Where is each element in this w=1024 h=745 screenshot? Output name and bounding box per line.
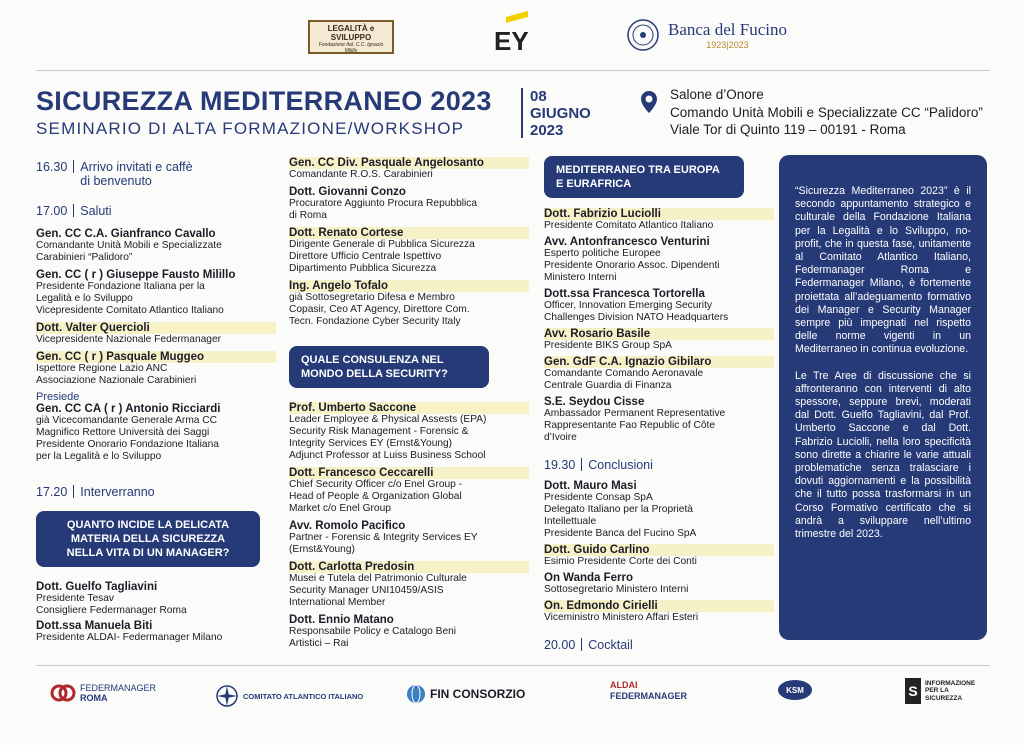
speaker-role: Security Manager UNI10459/ASIS — [289, 585, 444, 596]
federmanager-city: ROMA — [80, 693, 108, 703]
speaker — [289, 561, 529, 609]
speaker-name: Dott. Ennio Matano — [289, 614, 394, 626]
speaker — [36, 269, 276, 317]
speaker-role: Partner - Forensic & Integrity Services EY — [289, 532, 478, 543]
speaker-role: Dipartimento Pubblica Sicurezza — [289, 263, 437, 274]
speaker-role: Ispettore Regione Lazio ANC — [36, 363, 168, 374]
speaker-name: Dott. Francesco Ceccarelli — [289, 467, 529, 479]
pill-line: MEDITERRANEO TRA EUROPA — [556, 164, 720, 176]
speaker-role: Adjunct Professor at Luiss Business School — [289, 450, 486, 461]
speaker-name: Gen. CC ( r ) Pasquale Muggeo — [36, 351, 276, 363]
speaker-role: Procuratore Aggiunto Procura Repubblica — [289, 198, 478, 209]
schedule-time: 19.30 — [544, 458, 576, 472]
pill-line: MONDO DELLA SECURITY? — [301, 368, 448, 380]
speaker-name: Dott. Fabrizio Luciolli — [544, 208, 774, 220]
info-panel — [779, 155, 987, 640]
location-pin-icon — [640, 90, 658, 114]
speaker-role: Security Risk Management - Forensic & — [289, 426, 469, 437]
schedule-item — [36, 160, 276, 188]
page-title: SICUREZZA MEDITERRANEO 2023 — [36, 86, 492, 116]
speaker-role: Tecn. Fondazione Cyber Security Italy — [289, 316, 461, 327]
schedule-item — [36, 485, 276, 499]
fin-consorzio-logo — [406, 684, 525, 704]
schedule-label: Saluti — [80, 204, 112, 218]
speaker — [36, 228, 276, 264]
speaker — [544, 288, 774, 324]
speaker-name: S.E. Seydou Cisse — [544, 396, 645, 408]
panel-paragraph-1: “Sicurezza Mediterraneo 2023” è il secondo appuntamento strategico e culturale della Fondazione Italiana per la Legalità e lo Sviluppo, no-profit, che in questa fase, unitamente al Comitato Atlantico Italiano, Federmanager Roma e Federmanager Milano, è fortemente proiettata all’adeguamento formativo dei Manager e Security Manager sempre più impegnati nel rispetto delle norme vigenti in un Mediterraneo in continua evoluzione. — [795, 185, 971, 356]
speaker — [36, 322, 276, 346]
divider — [73, 485, 74, 498]
speaker-role: Musei e Tutela del Patrimonio Culturale — [289, 573, 467, 584]
speaker-role: Comandante R.O.S. Carabinieri — [289, 169, 433, 180]
speaker-role: Intellettuale — [544, 516, 597, 527]
schedule-label-2: di benvenuto — [80, 174, 152, 188]
legalita-logo-name: LEGALITÀ e SVILUPPO — [327, 24, 375, 42]
divider — [73, 160, 74, 173]
federmanager-name: FEDERMANAGER — [80, 683, 157, 693]
header-rule — [36, 70, 990, 71]
speaker-role: Associazione Nazionale Carabinieri — [36, 375, 197, 386]
ksm-badge — [778, 680, 812, 700]
s-badge-icon: S — [905, 678, 921, 704]
speaker-role: Presidente Comitato Atlantico Italiano — [544, 220, 714, 231]
speaker-role: d’Ivoire — [544, 432, 577, 443]
speaker-role: Leader Employee & Physical Assests (EPA) — [289, 414, 487, 425]
column-3 — [544, 156, 774, 652]
federmanager-roma-logo — [50, 680, 156, 706]
speaker-name: Avv. Rosario Basile — [544, 328, 774, 340]
speaker-role: Ambassador Permanent Representative — [544, 408, 726, 419]
speaker-name: Dott. Guido Carlino — [544, 544, 774, 556]
speaker-name: Prof. Umberto Saccone — [289, 402, 529, 414]
speaker — [544, 600, 774, 624]
globe-icon — [406, 684, 426, 704]
speaker-role: Chief Security Officer c/o Enel Group - — [289, 479, 463, 490]
schedule-time: 16.30 — [36, 160, 68, 174]
speaker — [289, 467, 529, 515]
speaker — [544, 480, 774, 540]
speaker-role: Presidente BIKS Group SpA — [544, 340, 672, 351]
speaker-role: Delegato Italiano per la Proprietà — [544, 504, 693, 515]
speaker-role: Market c/o Enel Group — [289, 503, 391, 514]
speaker-role: Head of People & Organization Global — [289, 491, 462, 502]
divider — [73, 204, 74, 217]
speaker-name: Gen. CC CA ( r ) Antonio Ricciardi — [36, 403, 221, 415]
speaker-name: Dott. Guelfo Tagliavini — [36, 581, 158, 593]
speaker-role: Comandante Unità Mobili e Specializzate — [36, 240, 222, 251]
informazione-sicurezza-logo — [905, 678, 975, 704]
speaker-role: Esperto politiche Europee — [544, 248, 661, 259]
speaker-name: Gen. CC C.A. Gianfranco Cavallo — [36, 228, 216, 240]
speaker-role: Presidente Consap SpA — [544, 492, 653, 503]
speaker — [36, 620, 276, 644]
info-line: PER LA — [925, 687, 949, 695]
speaker-role: Copasir, Ceo AT Agency, Direttore Com. — [289, 304, 470, 315]
speaker-role: Presidente Fondazione Italiana per la — [36, 281, 205, 292]
venue-line1: Salone d’Onore — [670, 87, 764, 102]
ey-logo-bar — [506, 11, 528, 23]
info-line: INFORMAZIONE — [925, 679, 976, 687]
footer-rule — [36, 665, 990, 666]
schedule-time: 17.00 — [36, 204, 68, 218]
speaker-name: Dott. Mauro Masi — [544, 480, 637, 492]
schedule-item — [36, 204, 276, 218]
speaker-role: Magnifico Rettore Università dei Saggi — [36, 427, 210, 438]
speaker — [36, 351, 276, 387]
speaker-role: già Vicecomandante Generale Arma CC — [36, 415, 218, 426]
speaker — [544, 356, 774, 392]
speaker — [36, 581, 276, 617]
legalita-logo — [308, 20, 394, 54]
pill-line: NELLA VITA DI UN MANAGER? — [66, 547, 230, 559]
title-divider — [521, 88, 523, 138]
schedule-label: Cocktail — [588, 638, 633, 652]
schedule-label: Conclusioni — [588, 458, 653, 472]
speaker-role: Responsabile Policy e Catalogo Beni — [289, 626, 457, 637]
speaker-role: di Roma — [289, 210, 327, 221]
schedule-time: 20.00 — [544, 638, 576, 652]
speaker-role: International Member — [289, 597, 386, 608]
aldai-federmanager-logo — [610, 680, 687, 701]
speaker-name: Ing. Angelo Tofalo — [289, 280, 529, 292]
speaker-name: Dott. Giovanni Conzo — [289, 186, 406, 198]
speaker-role: per la Legalità e lo Sviluppo — [36, 451, 162, 462]
speaker-role: Presidente Tesav — [36, 593, 114, 604]
speaker-role: Ministero Interni — [544, 272, 617, 283]
speaker — [544, 208, 774, 232]
speaker-role: Dirigente Generale di Pubblica Sicurezza — [289, 239, 475, 250]
venue-line3: Viale Tor di Quinto 119 – 00191 - Roma — [670, 122, 906, 137]
speaker-name: Dott.ssa Francesca Tortorella — [544, 288, 705, 300]
speaker-role: Integrity Services EY (Ernst&Young) — [289, 438, 453, 449]
aldai-federmanager: FEDERMANAGER — [610, 691, 688, 701]
speaker-role: Presidente Onorario Assoc. Dipendenti — [544, 260, 720, 271]
speaker-role: Carabinieri “Palidoro” — [36, 252, 133, 263]
ey-logo — [492, 14, 532, 54]
venue-line2: Comando Unità Mobili e Specializzate CC “Palidoro” — [670, 105, 983, 120]
speaker-role: Esimio Presidente Corte dei Conti — [544, 556, 697, 567]
speaker-role: Viceministro Ministero Affari Esteri — [544, 612, 699, 623]
speaker-role: Officer, Innovation Emerging Security — [544, 300, 712, 311]
speaker-role: già Sottosegretario Difesa e Membro — [289, 292, 455, 303]
speaker-name: Gen. GdF C.A. Ignazio Gibilaro — [544, 356, 774, 368]
speaker — [544, 328, 774, 352]
date-month: GIUGNO — [530, 105, 591, 122]
speaker-role: Presidente Banca del Fucino SpA — [544, 528, 697, 539]
speaker — [289, 520, 529, 556]
speaker-role: (Ernst&Young) — [289, 544, 355, 555]
schedule-item — [544, 638, 774, 652]
pill-line: QUALE CONSULENZA NEL — [301, 354, 444, 366]
compass-star-icon — [215, 684, 239, 708]
speaker — [289, 280, 529, 328]
banca-name: Banca del Fucino — [668, 20, 787, 39]
speaker — [36, 403, 276, 463]
schedule-item — [544, 458, 774, 472]
column-1 — [36, 160, 276, 644]
ksm-name: KSM — [786, 685, 804, 695]
banca-fucino-logo — [626, 18, 787, 52]
column-2 — [289, 157, 529, 650]
event-date — [530, 88, 591, 139]
date-day: 08 — [530, 88, 547, 105]
speaker-name: Dott.ssa Manuela Biti — [36, 620, 153, 632]
speaker-role: Rappresentante Fao Republic of Côte — [544, 420, 716, 431]
speaker-role: Vicepresidente Nazionale Federmanager — [36, 334, 221, 345]
comitato-name: COMITATO ATLANTICO ITALIANO — [243, 691, 364, 701]
speaker-role: Presidente Onorario Fondazione Italiana — [36, 439, 219, 450]
speaker-role: Artistici – Rai — [289, 638, 349, 649]
speaker — [544, 572, 774, 596]
presiede-label: Presiede — [36, 391, 80, 403]
federmanager-knot-icon — [50, 680, 76, 706]
speaker — [544, 236, 774, 284]
page-subtitle: SEMINARIO DI ALTA FORMAZIONE/WORKSHOP — [36, 119, 465, 138]
footer-logos — [50, 676, 980, 720]
speaker — [289, 157, 529, 181]
speaker-name: On Wanda Ferro — [544, 572, 634, 584]
fin-name: FIN CONSORZIO — [430, 687, 526, 701]
schedule-time: 17.20 — [36, 485, 68, 499]
speaker-role: Presidente ALDAI- Federmanager Milano — [36, 632, 223, 643]
pill-line: QUANTO INCIDE LA DELICATA — [66, 519, 230, 531]
speaker-role: Direttore Ufficio Centrale Ispettivo — [289, 251, 442, 262]
date-year: 2023 — [530, 122, 564, 139]
pill-line: E EURAFRICA — [556, 178, 632, 190]
speaker-name: Avv. Romolo Pacifico — [289, 520, 406, 532]
divider — [581, 638, 582, 651]
speaker-role: Centrale Guardia di Finanza — [544, 380, 672, 391]
speaker-name: Dott. Carlotta Predosin — [289, 561, 529, 573]
speaker-role: Vicepresidente Comitato Atlantico Italiano — [36, 305, 224, 316]
topic-pill-manager — [36, 511, 260, 567]
info-line: SICUREZZA — [925, 694, 963, 702]
speaker-role: Legalità e lo Sviluppo — [36, 293, 133, 304]
speaker-role: Challenges Division NATO Headquarters — [544, 312, 729, 323]
schedule-label: Interverranno — [80, 485, 155, 499]
comitato-atlantico-logo — [215, 684, 363, 708]
event-venue — [670, 87, 983, 138]
speaker-name: Dott. Valter Quercioli — [36, 322, 276, 334]
speaker-name: Gen. CC ( r ) Giuseppe Fausto Milillo — [36, 269, 236, 281]
speaker-role: Consigliere Federmanager Roma — [36, 605, 187, 616]
pill-line: MATERIA DELLA SICUREZZA — [70, 533, 226, 545]
speaker — [289, 227, 529, 275]
speaker-name: Gen. CC Div. Pasquale Angelosanto — [289, 157, 529, 169]
topic-pill-mediterraneo — [544, 156, 744, 198]
ksm-logo — [778, 680, 812, 700]
divider — [581, 458, 582, 471]
speaker-name: Avv. Antonfrancesco Venturini — [544, 236, 710, 248]
speaker — [544, 544, 774, 568]
aldai-name: ALDAI — [610, 680, 638, 690]
banca-seal-icon — [626, 18, 660, 52]
speaker — [289, 402, 529, 462]
banca-years: 1923|2023 — [706, 40, 749, 50]
legalita-logo-tagline: Fondazione Ital. C.C. Ignazio Milillo — [318, 42, 384, 54]
speaker-role: Comandante Comando Aeronavale — [544, 368, 704, 379]
ey-logo-text: EY — [494, 26, 529, 56]
panel-paragraph-2: Le Tre Aree di discussione che si affronteranno con interventi di alto spessore, seppure brevi, moderati dal Dott. Guelfo Tagliavini, dal Prof. Umberto Saccone e dal Dott. Fabrizio Luciolli, nella loro specificità sono dirette a chiarire le varie attuali problematiche senza tralasciare i dovuti aggiornamenti e la possibilità che il tutto possa trasformarsi in un Corso Formativo certificato che si andrà a sviluppare nell’ultimo trimestre del 2023. — [795, 369, 971, 541]
topic-pill-security — [289, 346, 489, 388]
speaker-role: Sottosegretario Ministero Interni — [544, 584, 689, 595]
speaker — [544, 396, 774, 444]
speaker-name: On. Edmondo Cirielli — [544, 600, 774, 612]
speaker — [289, 186, 529, 222]
speaker — [289, 614, 529, 650]
schedule-label: Arrivo invitati e caffè — [80, 160, 193, 174]
speaker-name: Dott. Renato Cortese — [289, 227, 529, 239]
